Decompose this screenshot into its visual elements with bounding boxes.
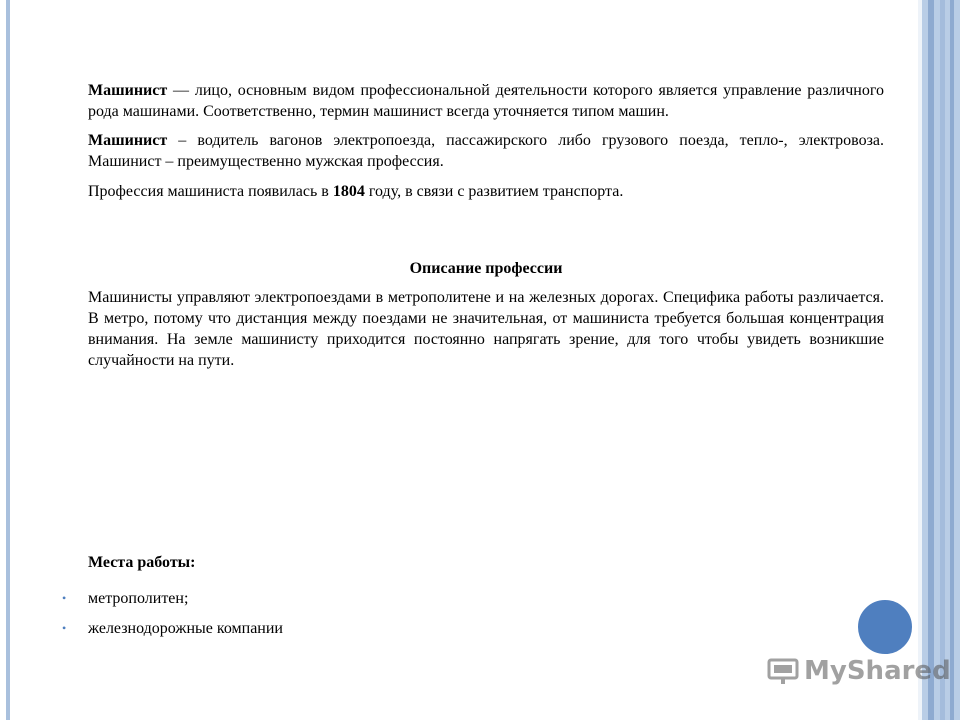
- frame-stripe: [940, 0, 945, 720]
- workplaces-list: [62, 588, 283, 648]
- left-frame-line: [6, 0, 10, 720]
- definition-paragraph: [88, 80, 884, 122]
- history-year: 1804: [332, 183, 365, 200]
- driver-text: – водитель вагонов электропоезда, пассажирского либо грузового поезда, тепло-, электровоза. Машинист – преимущественно мужская профессия.: [88, 132, 884, 170]
- workplaces-title: Места работы:: [88, 554, 196, 571]
- right-frame: [918, 0, 960, 720]
- term-bold: Машинист: [88, 132, 168, 149]
- bullet-icon: •: [62, 621, 67, 635]
- description-paragraph: Машинисты управляют электропоездами в метрополитене и на железных дорогах. Специфика работы различается. В метро, потому что дистанция между поездами не значительная, от машиниста требуется большая концентрация внимания. На земле машинисту приходится постоянно напрягать зрение, для того чтобы увидеть возникшие случайности на пути.: [88, 289, 884, 369]
- frame-stripe: [928, 0, 934, 720]
- watermark-text-b: Shared: [846, 656, 951, 686]
- slide-content: [88, 80, 884, 371]
- frame-stripe: [950, 0, 954, 720]
- history-text-after: году, в связи с развитием транспорта.: [364, 183, 624, 200]
- bullet-icon: •: [62, 591, 67, 605]
- list-item: [62, 588, 283, 609]
- list-item-text: метрополитен;: [88, 590, 189, 607]
- watermark: [766, 656, 951, 686]
- watermark-text: [804, 656, 951, 686]
- decorative-circle: [856, 598, 914, 656]
- term-bold: Машинист: [88, 82, 168, 99]
- list-item-text: железнодорожные компании: [88, 620, 283, 637]
- section-heading: Описание профессии: [409, 260, 563, 277]
- history-paragraph: [88, 181, 884, 202]
- driver-paragraph: [88, 130, 884, 172]
- history-text-before: Профессия машиниста появилась в: [88, 183, 333, 200]
- definition-text: — лицо, основным видом профессиональной деятельности которого является управление различного рода машинами. Соответственно, термин машинист всегда уточняется типом машин.: [88, 82, 884, 120]
- watermark-text-a: My: [804, 656, 847, 686]
- frame-stripe: [918, 0, 922, 720]
- list-item: [62, 618, 283, 639]
- projector-icon: [766, 656, 800, 686]
